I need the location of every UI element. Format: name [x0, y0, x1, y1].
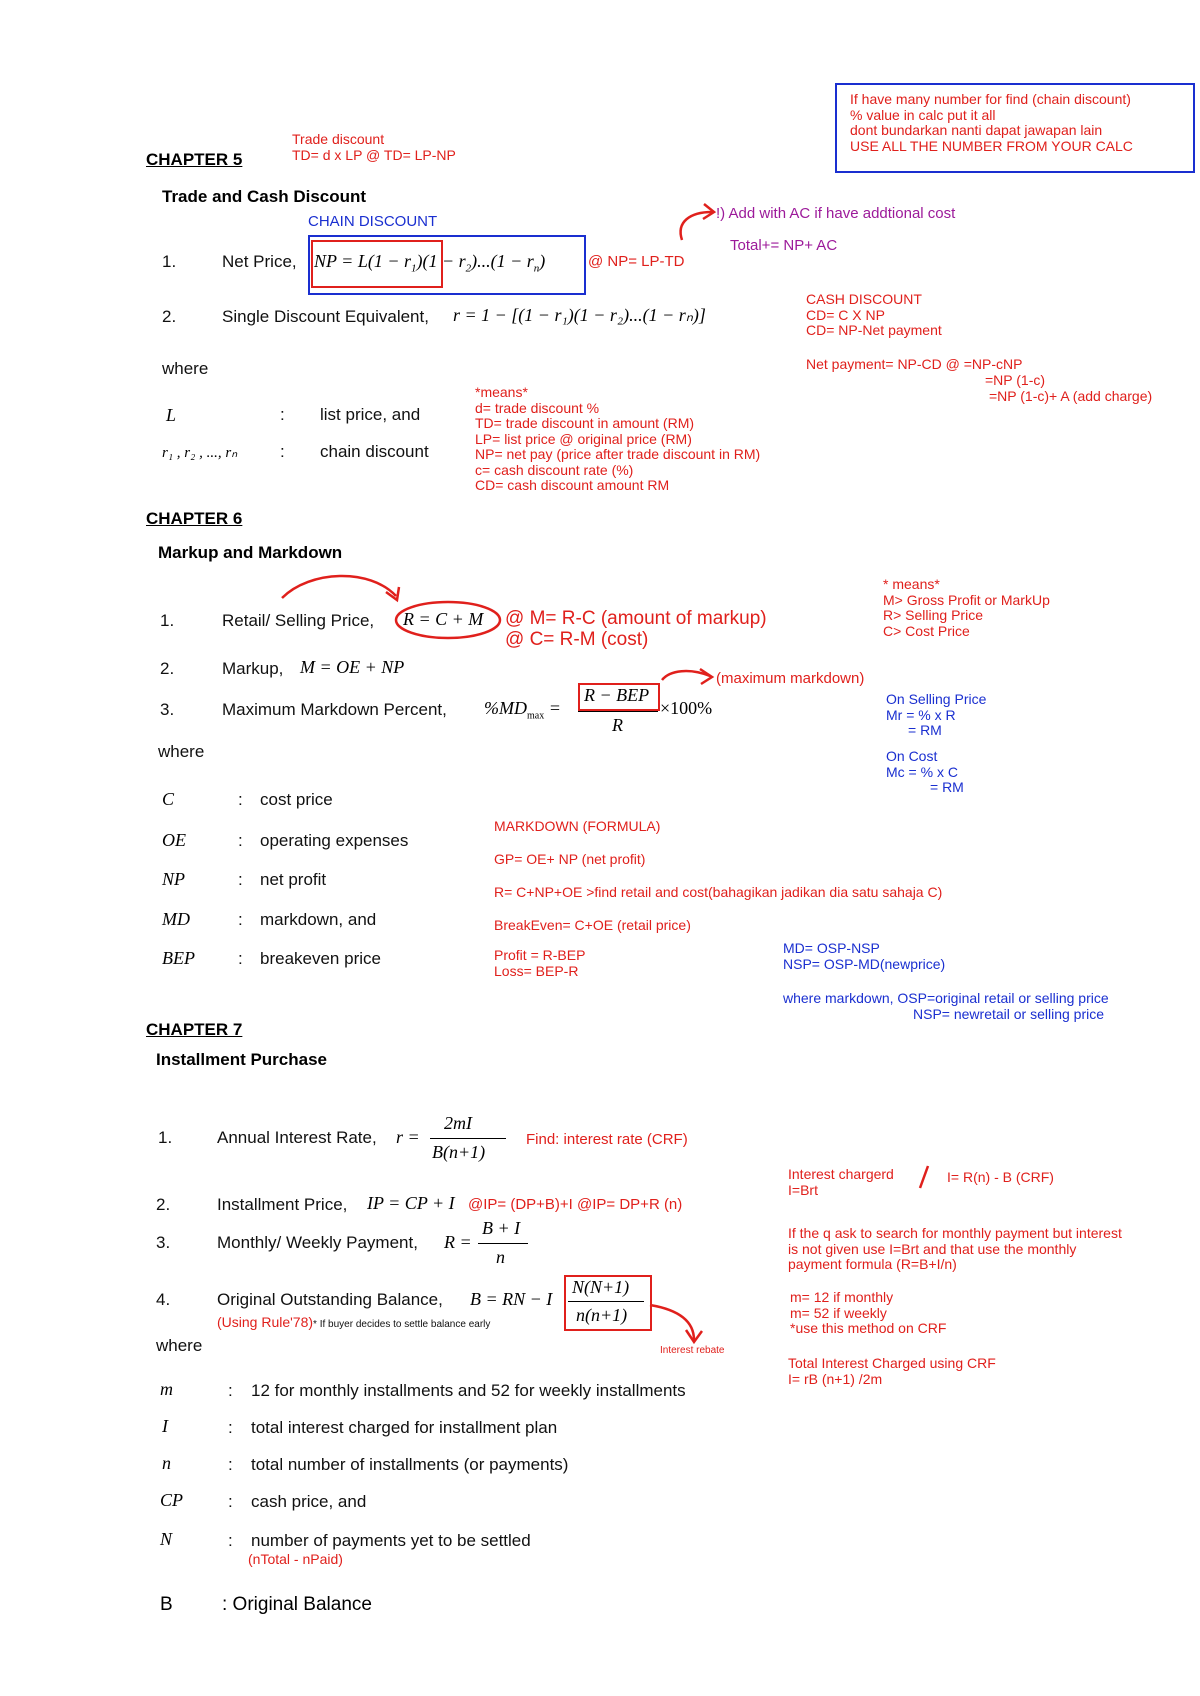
ch6-f1-label: Retail/ Selling Price, — [222, 611, 375, 630]
interest-rebate-label: Interest rebate — [660, 1345, 725, 1356]
total-note: Total+= NP+ AC — [730, 237, 838, 254]
ch6-def-symbol-BEP: BEP — [162, 948, 195, 968]
ch6-def-colon-NP: : — [238, 870, 243, 889]
chapter-5-heading: CHAPTER 5 — [146, 150, 243, 169]
ch6-def-colon-C: : — [238, 790, 243, 809]
interest-charged-label: Interest chargerd — [788, 1166, 894, 1182]
ch6-f1-number: 1. — [160, 611, 175, 630]
net-payment-line-1: Net payment= NP-CD @ =NP-cNP — [806, 356, 1023, 372]
max-markdown-denominator: R — [612, 715, 623, 735]
markdown-formula-title: MARKDOWN (FORMULA) — [494, 818, 661, 834]
ch7-f2-label: Installment Price, — [217, 1195, 348, 1214]
ch7-def-colon-n: : — [228, 1455, 233, 1474]
ch7-f1-number: 1. — [158, 1128, 173, 1147]
rule78-numerator: N(N+1) — [572, 1277, 630, 1297]
ch7-def-colon-N: : — [228, 1531, 233, 1550]
m-value-notes: m= 12 if monthly m= 52 if weekly *use this method on CRF — [790, 1289, 947, 1336]
interest-charged-crf: I= R(n) - B (CRF) — [947, 1169, 1054, 1185]
retail-formula-arrow — [282, 576, 396, 598]
max-markdown-numerator: R − BEP — [584, 685, 650, 705]
ch7-f4-number: 4. — [156, 1290, 171, 1309]
calc-note-text: If have many number for find (chain discount) % value in calc put it all dont bundarkan nanti dapat jawapan lain USE ALL THE NUMBER FROM YOUR CALC — [850, 91, 1133, 154]
ch7-def-symbol-N: N — [160, 1529, 173, 1549]
ch6-def-text-MD: markdown, and — [260, 910, 377, 929]
retail-price-formula: R = C + M — [403, 609, 484, 629]
ntotal-note: (nTotal - nPaid) — [248, 1551, 343, 1567]
additional-cost-note: !) Add with AC if have addtional cost — [716, 205, 956, 222]
ch5-subtitle: Trade and Cash Discount — [162, 187, 367, 206]
ch6-f2-number: 2. — [160, 659, 175, 678]
ch7-subtitle: Installment Purchase — [156, 1050, 328, 1069]
where-markdown-line-2: NSP= newretail or selling price — [913, 1006, 1105, 1022]
chapter-7-heading: CHAPTER 7 — [146, 1020, 243, 1039]
interest-rate-lhs: r = — [396, 1127, 420, 1147]
profit-loss-notes: Profit = R-BEP Loss= BEP-R — [494, 947, 586, 979]
ch5-where: where — [162, 359, 209, 378]
ch6-where: where — [158, 742, 205, 761]
ch6-def-symbol-OE: OE — [162, 830, 186, 850]
installment-price-formula: IP = CP + I — [367, 1193, 455, 1213]
markup-note-1: @ M= R-C (amount of markup) — [505, 608, 767, 629]
chain-discount-label: CHAIN DISCOUNT — [308, 213, 438, 230]
ch6-def-colon-MD: : — [238, 910, 243, 929]
ch7-def-text-N: number of payments yet to be settled — [251, 1531, 531, 1550]
ch7-def-text-CP: cash price, and — [251, 1492, 367, 1511]
ch7-def-symbol-CP: CP — [160, 1490, 184, 1510]
ch6-means-notes: * means* M> Gross Profit or MarkUp R> Selling Price C> Cost Price — [883, 576, 1050, 639]
ch7-def-symbol-n: n — [162, 1453, 171, 1473]
on-selling-price-notes: On Selling Price Mr = % x R = RM — [886, 691, 987, 738]
ch7-def-text-n: total number of installments (or payments) — [251, 1455, 569, 1474]
ch7-def-symbol-I: I — [162, 1416, 168, 1436]
ch6-def-colon-BEP: : — [238, 949, 243, 968]
ch5-f2-number: 2. — [162, 307, 177, 326]
ch6-def-text-BEP: breakeven price — [260, 949, 381, 968]
single-discount-formula: r = 1 − [(1 − r₁)(1 − r₂)...(1 − rₙ)] — [453, 305, 706, 325]
def-colon-r: : — [280, 442, 285, 461]
ch7-f3-number: 3. — [156, 1233, 171, 1252]
ch6-subtitle: Markup and Markdown — [158, 543, 343, 562]
ch6-def-symbol-C: C — [162, 789, 175, 809]
ch7-def-colon-CP: : — [228, 1492, 233, 1511]
ch6-f3-number: 3. — [160, 700, 175, 719]
gross-profit-note: GP= OE+ NP (net profit) — [494, 851, 646, 867]
balance-lhs: B = RN − I — [470, 1289, 553, 1309]
max-markdown-arrow — [662, 671, 710, 680]
where-markdown-line-1: where markdown, OSP=original retail or selling price — [783, 990, 1109, 1006]
net-payment-line-2: =NP (1-c) — [985, 372, 1046, 388]
retail-formula-circle — [396, 602, 500, 638]
net-payment-line-3: =NP (1-c)+ A (add charge) — [989, 388, 1153, 404]
breakeven-note: BreakEven= C+OE (retail price) — [494, 917, 691, 933]
on-cost-notes: On Cost Mc = % x C = RM — [886, 748, 964, 795]
max-markdown-note: (maximum markdown) — [716, 670, 865, 687]
max-markdown-arrowhead — [700, 669, 712, 684]
ch5-means-notes: *means* d= trade discount % TD= trade discount in amount (RM) LP= list price @ original price (RM) NP= net pay (price after trade discount in RM) c= cash discount rate (%) CD= cash discount amount RM — [475, 384, 761, 493]
ch5-f2-label: Single Discount Equivalent, — [222, 307, 429, 326]
interest-charged-brt: I=Brt — [788, 1182, 818, 1198]
def-symbol-L: L — [166, 405, 177, 425]
def-text-r: chain discount — [320, 442, 429, 461]
interest-slash — [920, 1166, 928, 1188]
net-price-formula: NP = $L(1 - r_1)(1 - r_2)...(1 - r_n)$ — [314, 251, 546, 275]
ch7-def-colon-m: : — [228, 1381, 233, 1400]
ch5-f1-number: 1. — [162, 252, 177, 271]
ch6-def-text-OE: operating expenses — [260, 831, 409, 850]
original-balance-symbol: B — [160, 1594, 173, 1615]
ch6-def-symbol-NP: NP — [162, 869, 186, 889]
ch7-def-text-m: 12 for monthly installments and 52 for weekly installments — [251, 1381, 686, 1400]
interest-rate-denominator: B(n+1) — [432, 1142, 486, 1162]
def-symbol-r: r₁ , r₂ , ..., rₙ — [162, 445, 238, 461]
ch7-where: where — [156, 1336, 203, 1355]
ch7-f2-number: 2. — [156, 1195, 171, 1214]
original-balance-text: : Original Balance — [222, 1594, 372, 1615]
ch6-def-text-NP: net profit — [260, 870, 327, 889]
cash-discount-notes: CASH DISCOUNT CD= C X NP CD= NP-Net payment — [806, 291, 942, 338]
def-text-L: list price, and — [320, 405, 421, 424]
ch5-f1-label: Net Price, — [222, 252, 297, 271]
retail-note: R= C+NP+OE >find retail and cost(bahagikan jadikan dia satu sahaja C) — [494, 884, 943, 900]
payment-denominator: n — [496, 1247, 505, 1267]
markup-note-2: @ C= R-M (cost) — [505, 629, 649, 650]
markup-formula: M = OE + NP — [300, 657, 405, 677]
ch6-f3-label: Maximum Markdown Percent, — [222, 700, 447, 719]
ch7-f1-label: Annual Interest Rate, — [217, 1128, 377, 1147]
monthly-payment-hint: If the q ask to search for monthly payment but interest is not given use I=Brt and that use the monthly payment formula (R=B+I/n) — [788, 1225, 1122, 1272]
installment-price-note: @IP= (DP+B)+I @IP= DP+R (n) — [468, 1196, 683, 1213]
ch6-def-text-C: cost price — [260, 790, 333, 809]
trade-discount-note: Trade discount TD= d x LP @ TD= LP-NP — [292, 131, 456, 163]
max-markdown-lhs: $\%MD_{max}$ = — [484, 698, 561, 722]
def-colon-L: : — [280, 405, 285, 424]
payment-numerator: B + I — [482, 1218, 521, 1238]
interest-rate-note: Find: interest rate (CRF) — [526, 1131, 688, 1148]
ch6-def-symbol-MD: MD — [162, 909, 190, 929]
rebate-arrow — [650, 1305, 694, 1340]
md-nsp-notes: MD= OSP-NSP NSP= OSP-MD(newprice) — [783, 940, 946, 972]
rule78-label: (Using Rule'78)* If buyer decides to settle balance early — [217, 1314, 491, 1330]
ch7-f3-label: Monthly/ Weekly Payment, — [217, 1233, 418, 1252]
rule78-denominator: n(n+1) — [576, 1305, 628, 1325]
ch6-f2-label: Markup, — [222, 659, 284, 678]
ch7-def-text-I: total interest charged for installment plan — [251, 1418, 558, 1437]
ch6-def-colon-OE: : — [238, 831, 243, 850]
ch7-def-symbol-m: m — [160, 1379, 173, 1399]
chapter-6-heading: CHAPTER 6 — [146, 509, 243, 528]
crf-total-interest-notes: Total Interest Charged using CRF I= rB (n+1) /2m — [788, 1355, 996, 1387]
ch7-f4-label: Original Outstanding Balance, — [217, 1290, 443, 1309]
interest-rate-numerator: 2mI — [444, 1113, 472, 1133]
max-markdown-times: ×100% — [660, 698, 713, 718]
payment-lhs: R = — [444, 1232, 472, 1252]
net-price-note: @ NP= LP-TD — [588, 253, 685, 270]
ch7-def-colon-I: : — [228, 1418, 233, 1437]
